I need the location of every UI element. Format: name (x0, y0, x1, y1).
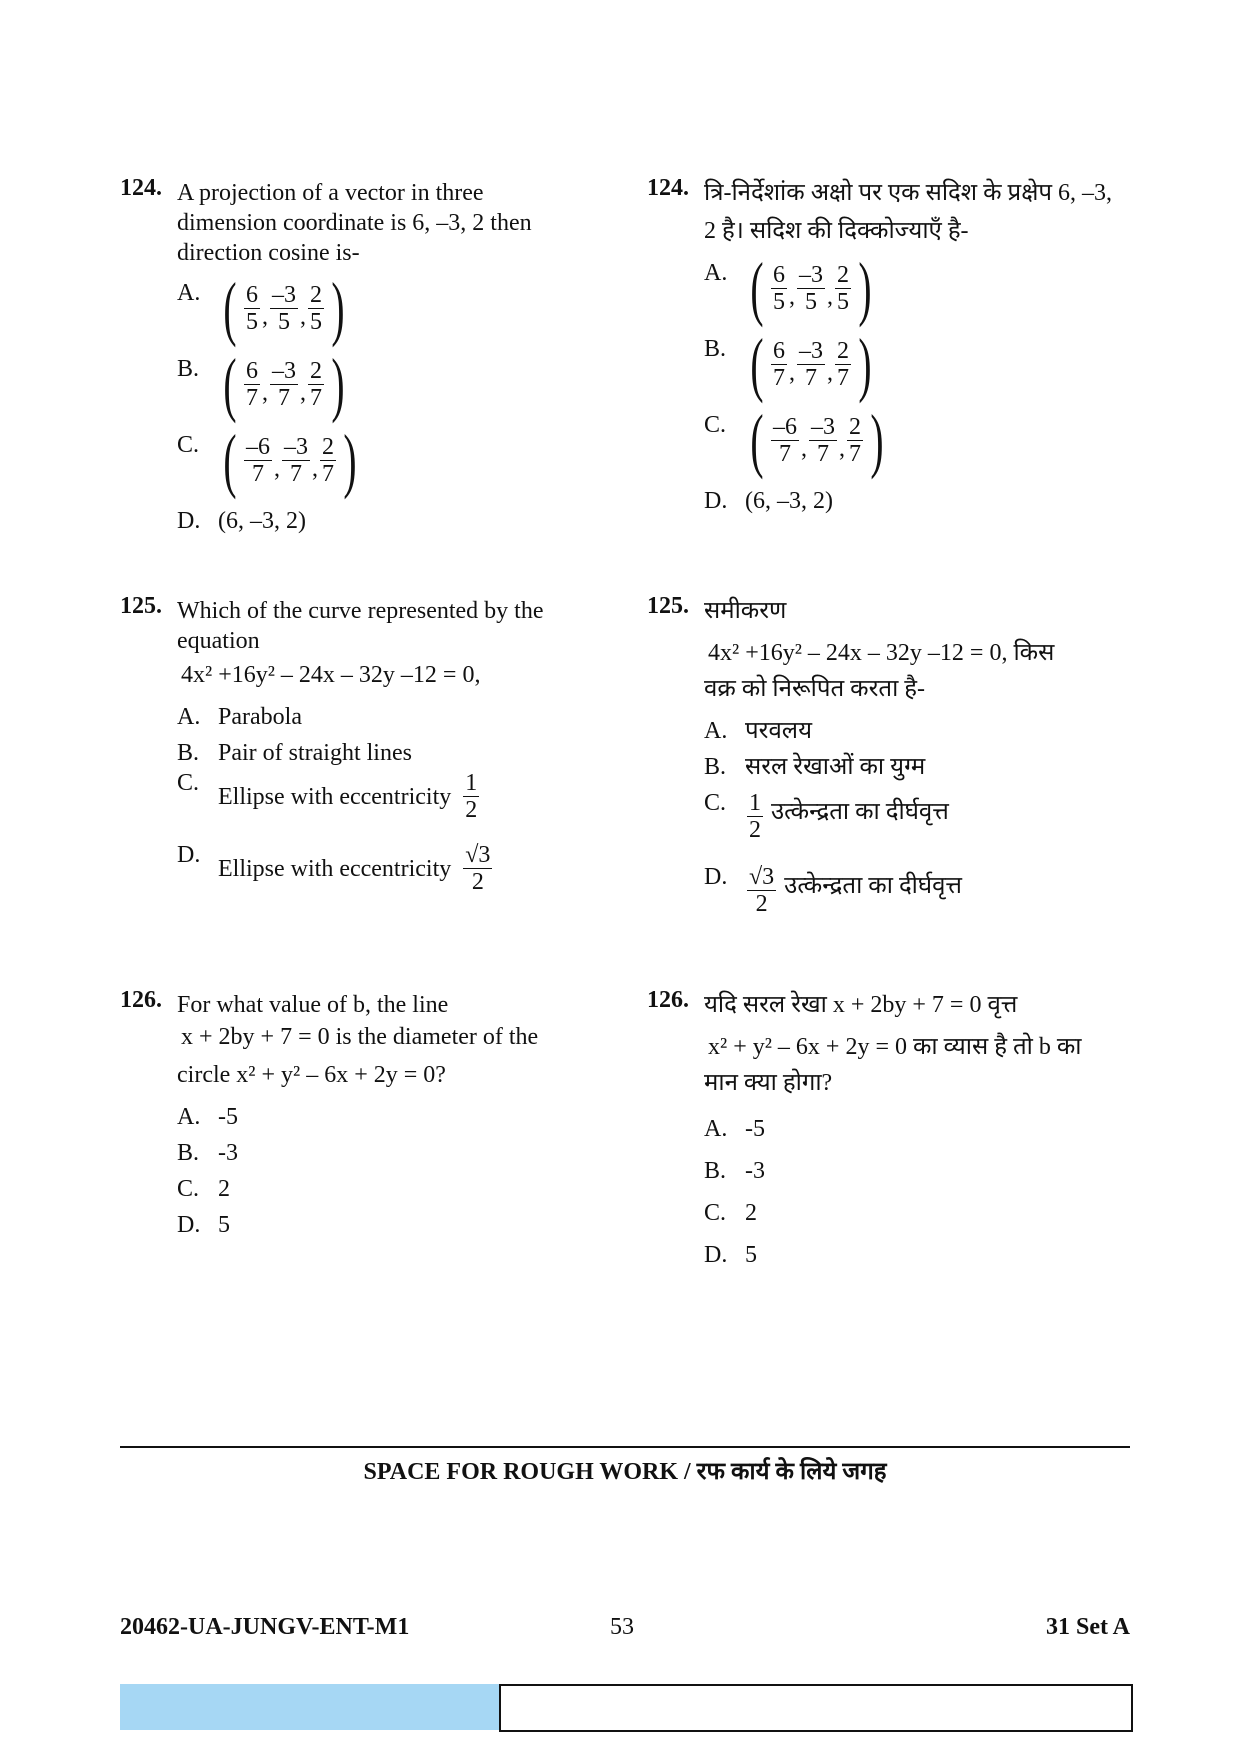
option-a (177, 702, 620, 732)
option-value (745, 400, 889, 480)
fraction (771, 262, 787, 315)
fraction-denominator: 5 (309, 308, 322, 335)
fraction (847, 414, 863, 467)
fraction (835, 338, 851, 391)
option-value (218, 1102, 238, 1132)
fraction-denominator: 7 (816, 440, 829, 467)
fraction-numerator: –6 (245, 433, 270, 460)
option-label: C. (704, 1200, 727, 1226)
option-value (745, 864, 962, 917)
option-label: B. (704, 336, 727, 362)
fraction-numerator: –3 (810, 413, 835, 440)
comma: , (826, 284, 833, 310)
option-text: परवलय (745, 718, 812, 744)
fraction-denominator: 7 (848, 440, 861, 467)
fraction (797, 338, 825, 391)
fraction-numerator: 1 (465, 770, 478, 796)
option-text: 5 (218, 1212, 230, 1238)
fraction-denominator: 7 (309, 384, 322, 411)
option-label: C. (177, 1176, 200, 1202)
fraction-denominator: 7 (251, 460, 264, 487)
left-paren: ( (750, 400, 764, 480)
fraction (747, 864, 776, 917)
right-paren: ) (858, 324, 872, 404)
option-b (177, 1138, 620, 1168)
option-value (218, 1138, 238, 1168)
question-126-en (120, 987, 620, 1246)
fraction-numerator: –3 (798, 337, 823, 364)
rough-work-divider (120, 1446, 1130, 1448)
option-d (704, 862, 1147, 922)
fraction-denominator: 5 (245, 308, 258, 335)
question-124-en (120, 175, 620, 542)
fraction (270, 282, 298, 335)
option-text: 5 (745, 1242, 757, 1268)
rough-work-label: SPACE FOR ROUGH WORK / रफ कार्य के लिये जगह (363, 1459, 887, 1485)
left-paren: ( (750, 324, 764, 404)
fraction (463, 770, 479, 823)
option-b (704, 752, 1147, 782)
option-value (218, 770, 481, 823)
option-a (704, 1114, 1147, 1144)
fraction-denominator: 5 (277, 308, 290, 335)
option-d (177, 842, 620, 906)
option-label: D. (177, 1212, 201, 1238)
comma: , (788, 360, 795, 386)
left-paren: ( (223, 344, 237, 424)
fraction-denominator: 2 (755, 891, 768, 917)
option-text: उत्केन्द्रता का दीर्घवृत्त (784, 872, 963, 899)
option-c (704, 400, 1147, 480)
option-b (177, 344, 620, 424)
options-list (647, 248, 1147, 516)
question-124-hi (647, 175, 1147, 522)
fraction-denominator: 7 (778, 440, 791, 467)
fraction-numerator: 6 (245, 357, 258, 384)
option-text: -3 (218, 1140, 238, 1166)
fraction (835, 262, 851, 315)
options-list (120, 268, 620, 536)
option-b (177, 738, 620, 768)
fraction (244, 282, 260, 335)
fraction-numerator: 2 (321, 433, 334, 460)
option-text: सरल रेखाओं का युग्म (745, 754, 926, 780)
fraction (771, 414, 799, 467)
fraction-numerator: 2 (309, 281, 322, 308)
option-label: A. (704, 260, 728, 286)
footer-empty-box (499, 1684, 1133, 1732)
option-value (745, 1114, 765, 1144)
option-value (218, 420, 362, 500)
comma: , (261, 304, 268, 330)
comma: , (800, 436, 807, 462)
fraction-denominator: 2 (471, 869, 484, 895)
fraction-denominator: 2 (749, 817, 761, 843)
option-c (704, 1198, 1147, 1228)
left-paren: ( (223, 420, 237, 500)
options-list (647, 1114, 1147, 1270)
option-value (218, 702, 302, 732)
question-number: 126. (647, 987, 689, 1013)
fraction-numerator: 6 (772, 337, 785, 364)
fraction (320, 434, 336, 487)
question-126-hi (647, 987, 1147, 1282)
option-value (218, 1210, 230, 1240)
option-text: 2 (745, 1200, 757, 1226)
option-value (218, 842, 494, 895)
option-label: A. (177, 704, 201, 730)
fraction (747, 790, 763, 843)
fraction-numerator: –3 (283, 433, 308, 460)
fraction-denominator: 7 (836, 364, 849, 391)
option-value (745, 1240, 757, 1270)
option-a (704, 716, 1147, 746)
option-d (177, 506, 620, 536)
fraction-denominator: 7 (245, 384, 258, 411)
option-label: C. (177, 432, 200, 458)
option-c (177, 770, 620, 834)
option-text: उत्केन्द्रता का दीर्घवृत्त (771, 798, 949, 825)
option-label: D. (704, 1242, 728, 1268)
question-text: A projection of a vector in three dimension coordinate is 6, –3, 2 then direction cosine is- (177, 180, 532, 266)
fraction-numerator: √3 (465, 842, 491, 868)
fraction (809, 414, 837, 467)
option-text: -5 (745, 1116, 765, 1142)
fraction-numerator: 2 (309, 357, 322, 384)
options-list (120, 1102, 620, 1240)
options-list (647, 716, 1147, 922)
fraction (244, 434, 272, 487)
option-c (177, 1174, 620, 1204)
option-b (704, 1156, 1147, 1186)
fraction-numerator: 6 (772, 261, 785, 288)
fraction-numerator: 6 (245, 281, 258, 308)
option-label: A. (704, 1116, 728, 1142)
option-label: A. (704, 718, 728, 744)
comma: , (788, 284, 795, 310)
option-text: -3 (745, 1158, 765, 1184)
option-c (177, 420, 620, 500)
option-label: C. (177, 770, 200, 796)
right-paren: ) (870, 400, 884, 480)
fraction (244, 358, 260, 411)
option-value (218, 1174, 230, 1204)
fraction-numerator: –3 (271, 281, 296, 308)
question-text: यदि सरल रेखा x + 2by + 7 = 0 वृत्त x² + y² – 6x + 2y = 0 का व्यास है तो b का मान क्या होगा? (704, 992, 1082, 1096)
option-label: B. (177, 740, 200, 766)
question-number: 126. (120, 987, 162, 1013)
option-value (745, 248, 877, 328)
option-value (218, 506, 306, 536)
option-value (745, 716, 812, 746)
question-number: 124. (647, 175, 689, 201)
fraction (282, 434, 310, 487)
option-d (704, 1240, 1147, 1270)
equation: 4x² +16y² – 24x – 32y –12 = 0, (181, 662, 481, 688)
left-paren: ( (750, 248, 764, 328)
option-text: Pair of straight lines (218, 740, 412, 766)
option-label: B. (177, 1140, 200, 1166)
option-label: D. (177, 508, 201, 534)
fraction-denominator: 7 (289, 460, 302, 487)
option-text: Ellipse with eccentricity (218, 855, 452, 882)
option-a (177, 268, 620, 348)
option-value (745, 1198, 757, 1228)
question-text: Which of the curve represented by the equation 4x² +16y² – 24x – 32y –12 = 0, (177, 596, 620, 690)
fraction-denominator: 5 (772, 288, 785, 315)
fraction-denominator: 2 (465, 797, 478, 823)
option-label: D. (704, 864, 728, 890)
fraction-numerator: 1 (749, 790, 761, 816)
option-label: A. (177, 280, 201, 306)
comma: , (261, 380, 268, 406)
comma: , (838, 436, 845, 462)
option-a (177, 1102, 620, 1132)
option-value (218, 344, 350, 424)
option-b (704, 324, 1147, 404)
question-text: For what value of b, the line x + 2by + 7 = 0 is the diameter of the circle x² + y² – 6x + 2y = 0? (177, 992, 539, 1088)
option-d (177, 1210, 620, 1240)
question-number: 125. (120, 593, 162, 619)
option-label: B. (177, 356, 200, 382)
footer-color-band (120, 1684, 499, 1730)
fraction-denominator: 5 (804, 288, 817, 315)
option-label: D. (177, 842, 201, 868)
question-text: त्रि-निर्देशांक अक्षो पर एक सदिश के प्रक्षेप 6, –3, 2 है। सदिश की दिक्कोज्याएँ है- (704, 180, 1113, 244)
fraction-denominator: 7 (772, 364, 785, 391)
option-value (745, 1156, 765, 1186)
left-paren: ( (223, 268, 237, 348)
option-label: D. (704, 488, 728, 514)
fraction-denominator: 5 (836, 288, 849, 315)
option-label: A. (177, 1104, 201, 1130)
fraction-denominator: 7 (277, 384, 290, 411)
right-paren: ) (858, 248, 872, 328)
fraction (270, 358, 298, 411)
fraction-numerator: √3 (749, 864, 775, 890)
comma: , (299, 380, 306, 406)
options-list (120, 702, 620, 906)
right-paren: ) (343, 420, 357, 500)
fraction-numerator: 2 (836, 261, 849, 288)
fraction-numerator: –6 (772, 413, 797, 440)
option-value (745, 790, 949, 843)
option-value (745, 486, 833, 516)
comma: , (826, 360, 833, 386)
option-text: Ellipse with eccentricity (218, 783, 452, 810)
option-label: C. (704, 412, 727, 438)
comma: , (299, 304, 306, 330)
option-value (218, 738, 412, 768)
option-value (745, 752, 925, 782)
fraction-denominator: 7 (321, 460, 334, 487)
question-125-en (120, 593, 620, 918)
fraction-numerator: –3 (798, 261, 823, 288)
option-d (704, 486, 1147, 516)
fraction (771, 338, 787, 391)
option-text: 2 (218, 1176, 230, 1202)
comma: , (311, 456, 318, 482)
option-label: B. (704, 754, 727, 780)
fraction (308, 282, 324, 335)
option-value (218, 268, 350, 348)
question-number: 125. (647, 593, 689, 619)
fraction (797, 262, 825, 315)
option-a (704, 248, 1147, 328)
fraction (463, 842, 492, 895)
question-number: 124. (120, 175, 162, 201)
right-paren: ) (331, 268, 345, 348)
fraction-numerator: 2 (848, 413, 861, 440)
page-number: 53 (610, 1614, 634, 1640)
comma: , (273, 456, 280, 482)
question-text: समीकरण 4x² +16y² – 24x – 32y –12 = 0, किस वक्र को निरूपित करता है- (704, 598, 1055, 702)
right-paren: ) (331, 344, 345, 424)
option-label: B. (704, 1158, 727, 1184)
option-text: (6, –3, 2) (218, 508, 306, 534)
fraction-numerator: 2 (836, 337, 849, 364)
option-label: C. (704, 790, 727, 816)
option-value (745, 324, 877, 404)
option-text: (6, –3, 2) (745, 488, 833, 514)
set-label: 31 Set A (1046, 1614, 1130, 1640)
fraction-numerator: –3 (271, 357, 296, 384)
option-text: -5 (218, 1104, 238, 1130)
option-c (704, 788, 1147, 848)
question-125-hi (647, 593, 1147, 936)
fraction (308, 358, 324, 411)
option-text: Parabola (218, 704, 302, 730)
paper-code: 20462-UA-JUNGV-ENT-M1 (120, 1614, 410, 1640)
fraction-denominator: 7 (804, 364, 817, 391)
